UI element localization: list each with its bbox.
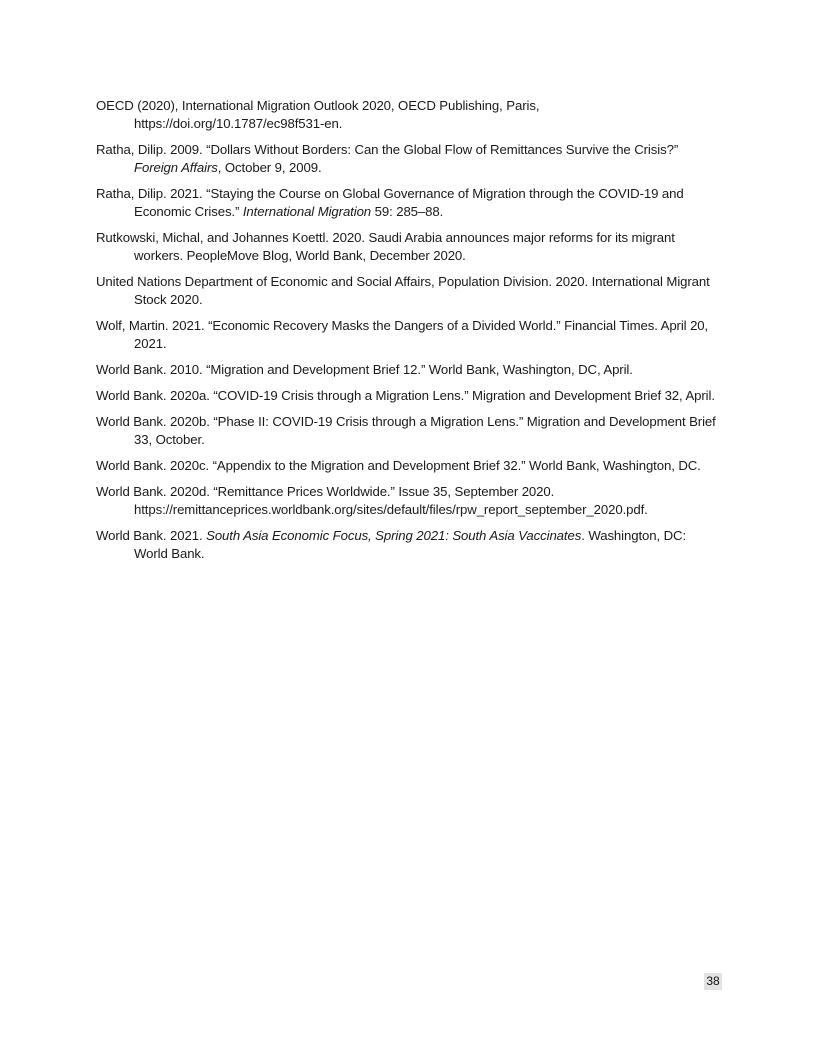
reference-text: Ratha, Dilip. 2009. “Dollars Without Borders: Can the Global Flow of Remittances Survive the Crisis?”: [96, 142, 679, 157]
reference-entry: [96, 527, 716, 563]
reference-entry: [96, 483, 716, 519]
reference-entry: [96, 361, 716, 379]
reference-italic-title: Foreign Affairs: [134, 160, 218, 175]
reference-text: OECD (2020), International Migration Outlook 2020, OECD Publishing, Paris, https://doi.org/10.1787/ec98f531-en.: [96, 98, 540, 131]
page-number: 38: [704, 973, 722, 990]
reference-entry: [96, 141, 716, 177]
reference-italic-title: International Migration: [242, 204, 372, 219]
reference-text: World Bank. 2020c. “Appendix to the Migration and Development Brief 32.” World Bank, Washington, DC.: [96, 458, 701, 473]
reference-entry: [96, 97, 716, 133]
reference-entry: [96, 185, 716, 221]
reference-entry: [96, 229, 716, 265]
reference-text: World Bank. 2020a. “COVID-19 Crisis through a Migration Lens.” Migration and Development Brief 32, April.: [96, 388, 715, 403]
reference-entry: [96, 413, 716, 449]
reference-entry: [96, 387, 716, 405]
reference-text: World Bank. 2020b. “Phase II: COVID-19 Crisis through a Migration Lens.” Migration and Development Brief 33, October.: [96, 414, 716, 447]
reference-text-end: . Washington, DC: World Bank.: [134, 528, 687, 561]
reference-entry: [96, 457, 716, 475]
reference-text-end: , October 9, 2009.: [217, 160, 322, 175]
reference-text-end: 59: 285–88.: [371, 204, 444, 219]
reference-text: Wolf, Martin. 2021. “Economic Recovery Masks the Dangers of a Divided World.” Financial Times. April 20, 2021.: [96, 318, 709, 351]
reference-text: World Bank. 2010. “Migration and Development Brief 12.” World Bank, Washington, DC, April.: [96, 362, 633, 377]
reference-text: United Nations Department of Economic and Social Affairs, Population Division. 2020. International Migrant Stock 2020.: [96, 274, 710, 307]
reference-entry: [96, 317, 716, 353]
reference-text: World Bank. 2021.: [96, 528, 207, 543]
reference-italic-title: South Asia Economic Focus, Spring 2021: South Asia Vaccinates: [206, 528, 582, 543]
reference-entry: [96, 273, 716, 309]
reference-text: Ratha, Dilip. 2021. “Staying the Course on Global Governance of Migration through the COVID-19 and Economic Crises.”: [96, 186, 684, 219]
reference-list: [96, 97, 716, 571]
reference-text: World Bank. 2020d. “Remittance Prices Worldwide.” Issue 35, September 2020. https://remittanceprices.worldbank.org/sites/default/files/rpw_report_september_2020.pdf.: [96, 484, 648, 517]
reference-text: Rutkowski, Michal, and Johannes Koettl. 2020. Saudi Arabia announces major reforms for its migrant workers. PeopleMove Blog, World Bank, December 2020.: [96, 230, 675, 263]
